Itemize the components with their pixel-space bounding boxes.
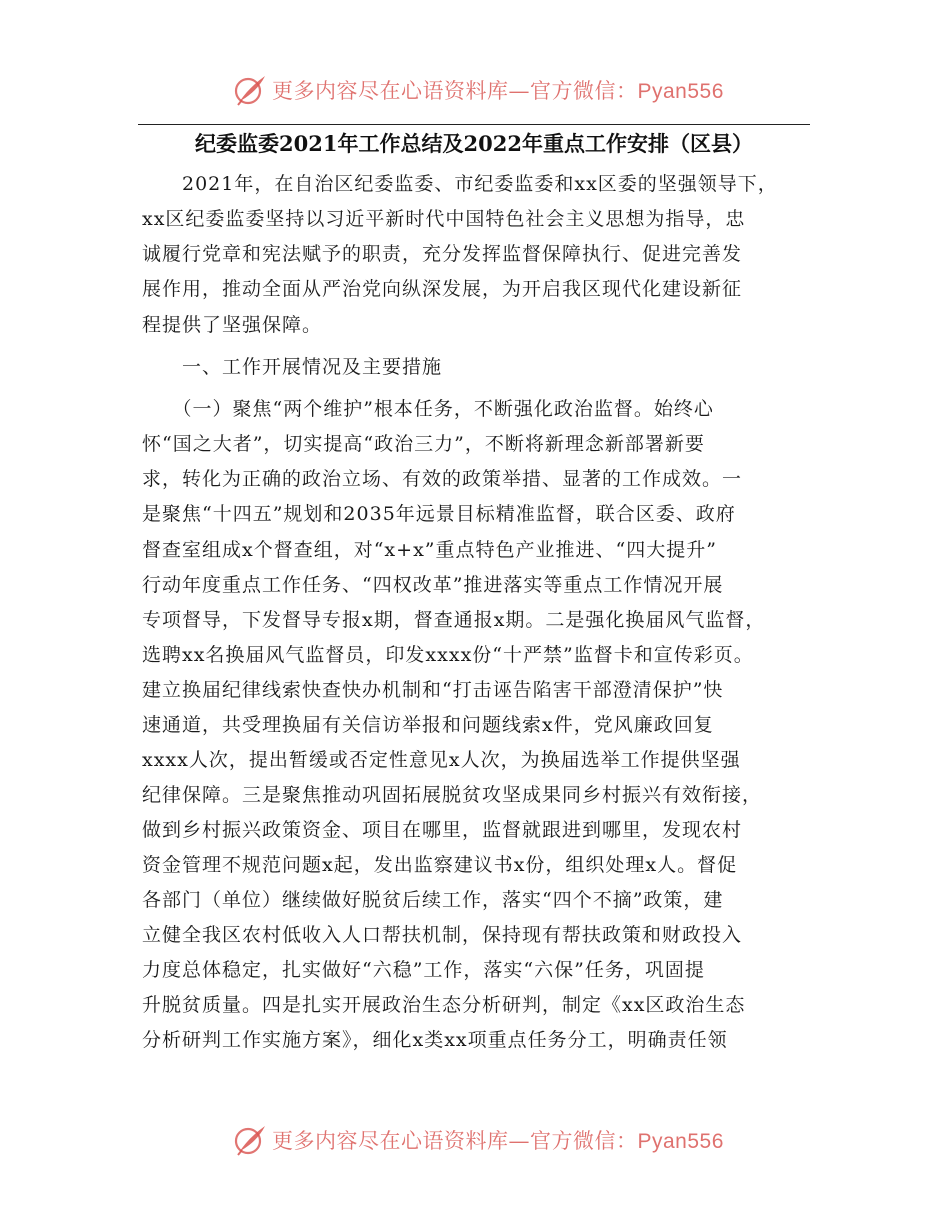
body-line: 选聘xx名换届风气监督员，印发xxxx份“十严禁”监督卡和宣传彩页。 <box>142 644 754 666</box>
header-rule <box>138 124 810 125</box>
body-line: （一）聚焦“两个维护”根本任务，不断强化政治监督。始终心 <box>142 398 714 420</box>
body-line: 升脱贫质量。四是扎实开展政治生态分析研判，制定《xx区政治生态 <box>142 994 746 1016</box>
quill-logo-icon <box>232 1122 268 1158</box>
watermark-text: 更多内容尽在心语资料库—官方微信：Pyan556 <box>272 1129 724 1153</box>
quill-logo-icon <box>232 72 268 108</box>
body-line: 展作用，推动全面从严治党向纵深发展，为开启我区现代化建设新征 <box>142 278 743 300</box>
body-line: 资金管理不规范问题x起，发出监察建议书x份，组织处理x人。督促 <box>142 854 738 876</box>
body-line: xx区纪委监委坚持以习近平新时代中国特色社会主义思想为指导，忠 <box>142 208 746 230</box>
body-line: 建立换届纪律线索快查快办机制和“打击诬告陷害干部澄清保护”快 <box>142 679 724 701</box>
body-line: 行动年度重点工作任务、“四权改革”推进落实等重点工作情况开展 <box>142 574 724 596</box>
body-line: 力度总体稳定，扎实做好“六稳”工作，落实“六保”任务，巩固提 <box>142 959 705 981</box>
body-line: 纪律保障。三是聚焦推动巩固拓展脱贫攻坚成果同乡村振兴有效衔接， <box>142 784 763 806</box>
body-line: 是聚焦“十四五”规划和2035年远景目标精准监督，联合区委、政府 <box>142 503 736 525</box>
body-line: 专项督导，下发督导专报x期，督查通报x期。二是强化换届风气监督， <box>142 609 766 631</box>
watermark-wechat-id: Pyan556 <box>637 1130 724 1153</box>
body-line: 立健全我区农村低收入人口帮扶机制，保持现有帮扶政策和财政投入 <box>142 924 743 946</box>
body-line: 诚履行党章和宪法赋予的职责，充分发挥监督保障执行、促进完善发 <box>142 243 743 265</box>
body-line: 怀“国之大者”，切实提高“政治三力”，不断将新理念新部署新要 <box>142 433 705 455</box>
body-line: 督查室组成x个督查组，对“x+x”重点特色产业推进、“四大提升” <box>142 539 717 561</box>
watermark-text: 更多内容尽在心语资料库—官方微信：Pyan556 <box>272 79 724 103</box>
body-line: 2021年，在自治区纪委监委、市纪委监委和xx区委的坚强领导下， <box>142 173 778 195</box>
body-line: xxxx人次，提出暂缓或否定性意见x人次，为换届选举工作提供坚强 <box>142 749 741 771</box>
document-title: 纪委监委2021年工作总结及2022年重点工作安排（区县） <box>195 131 753 156</box>
body-line: 做到乡村振兴政策资金、项目在哪里，监督就跟进到哪里，发现农村 <box>142 819 743 841</box>
body-line: 速通道，共受理换届有关信访举报和问题线索x件，党风廉政回复 <box>142 714 714 736</box>
watermark-wechat-id: Pyan556 <box>637 80 724 103</box>
body-line: 程提供了坚强保障。 <box>142 314 323 336</box>
body-line: 分析研判工作实施方案》，细化x类xx项重点任务分工，明确责任领 <box>142 1029 728 1051</box>
section-heading: 一、工作开展情况及主要措施 <box>142 356 443 378</box>
body-line: 各部门（单位）继续做好脱贫后续工作，落实“四个不摘”政策，建 <box>142 889 724 911</box>
header-watermark <box>232 70 752 110</box>
body-line: 求，转化为正确的政治立场、有效的政策举措、显著的工作成效。一 <box>142 468 743 490</box>
footer-watermark <box>232 1120 752 1160</box>
